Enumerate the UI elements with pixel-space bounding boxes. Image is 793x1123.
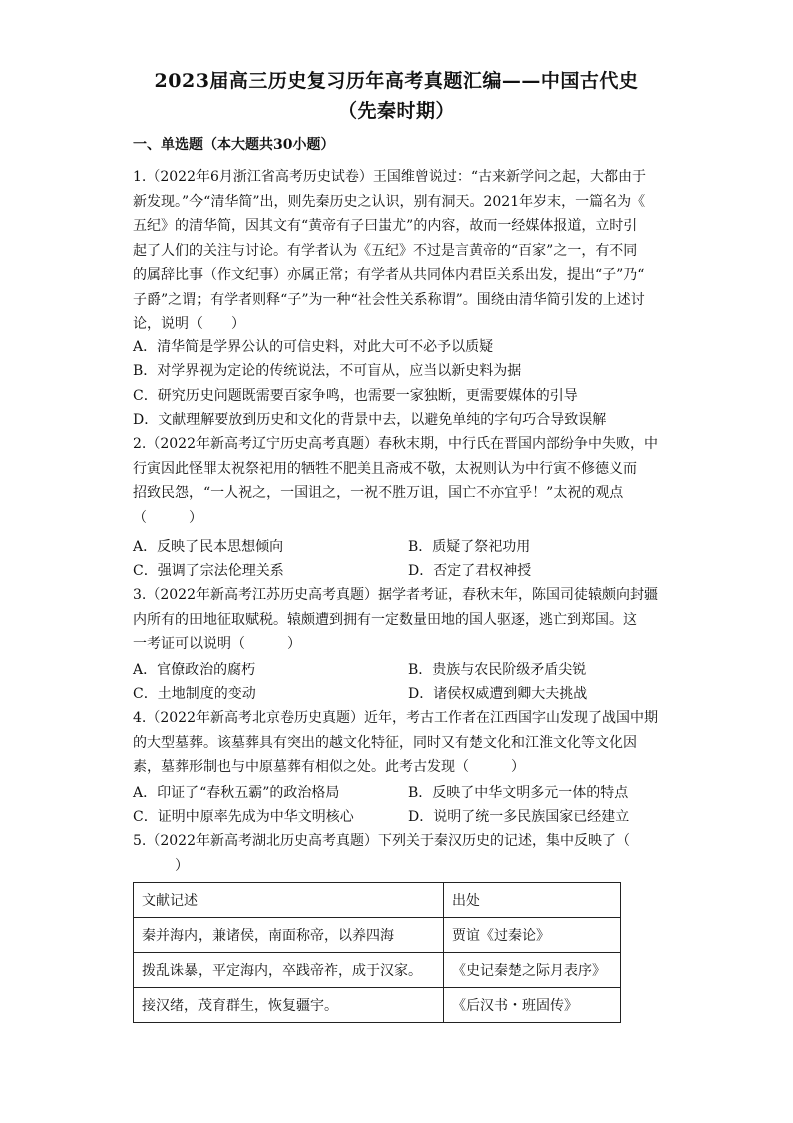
stem-line: 起了人们的关注与讨论。有学者认为《五纪》不过是言黄帝的“百家”之一，有不同 (133, 242, 638, 259)
stem-line: 5.（2022年新高考湖北历史高考真题）下列关于秦汉历史的记述，集中反映了（ (133, 833, 630, 849)
stem-line: 4.（2022年新高考北京卷历史真题）近年，考古工作者在江西国字山发现了战国中期 (133, 710, 658, 726)
question-2-option-b: B．质疑了祭祀功用 (408, 539, 531, 555)
table-cell: 秦并海内，兼诸侯，南面称帝，以养四海 (134, 918, 444, 953)
stem-line: 2.（2022年新高考辽宁历史高考真题）春秋末期，中行氏在晋国内部纷争中失败，中 (133, 436, 658, 452)
stem-line: 行寅因此怪罪太祝祭祀用的牺牲不肥美且斋戒不敬，太祝则认为中行寅不修德义而 (133, 460, 637, 477)
question-4-stem (133, 706, 663, 780)
stem-line: （ ） (133, 509, 203, 526)
table-row (134, 918, 621, 953)
document-subtitle: （先秦时期） (337, 100, 455, 122)
stem-line: 的属辞比事（作文纪事）亦属正常；有学者从共同体内君臣关系出发，提出“子”乃“ (133, 267, 645, 283)
table-cell: 贾谊《过秦论》 (444, 918, 621, 953)
table-cell: 拨乱诛暴，平定海内，卒践帝祚，成于汉家。 (134, 953, 444, 988)
stem-line: 一考证可以说明（ ） (133, 636, 301, 652)
question-4-option-a: A．印证了“春秋五霸”的政治格局 (133, 785, 340, 801)
question-3-option-d: D．诸侯权威遭到卿大夫挑战 (408, 686, 588, 702)
question-3-option-b: B．贵族与农民阶级矛盾尖锐 (408, 662, 587, 678)
question-1-stem (133, 165, 663, 337)
table-row (134, 953, 621, 988)
stem-line: 3.（2022年新高考江苏历史高考真题）据学者考证，春秋末年，陈国司徒辕颇向封疆 (133, 587, 658, 603)
stem-line: 五纪》的清华简，因其文有“黄帝有子曰蚩尤”的内容，故而一经媒体报道，立时引 (133, 218, 638, 234)
stem-line: ） (133, 857, 189, 874)
question-4-option-c: C．证明中原率先成为中华文明核心 (133, 809, 354, 825)
question-3-option-a: A．官僚政治的腐朽 (133, 662, 256, 678)
question-2-option-d: D．否定了君权神授 (408, 563, 532, 579)
stem-line: 新发现。”今“清华简”出，则先秦历史之认识，别有洞天。2021年岁末，一篇名为《 (133, 193, 646, 210)
question-1-option-d: D．文献理解要放到历史和文化的背景中去，以避免单纯的字句巧合导致误解 (133, 412, 607, 428)
question-4-option-b: B．反映了中华文明多元一体的特点 (408, 785, 629, 801)
stem-line: 招致民怨，“一人祝之，一国诅之，一祝不胜万诅，国亡不亦宜乎！”太祝的观点 (133, 485, 624, 501)
question-3-option-c: C．土地制度的变动 (133, 686, 256, 702)
question-5-stem (133, 829, 663, 878)
stem-line: 素，墓葬形制也与中原墓葬有相似之处。此考古发现（ ） (133, 759, 525, 775)
question-1-option-a: A．清华简是学界公认的可信史料，对此大可不必予以质疑 (133, 339, 494, 355)
stem-line: 1.（2022年6月浙江省高考历史试卷）王国维曾说过：“古来新学问之起，大都由于 (133, 169, 647, 185)
table-cell: 《后汉书・班固传》 (444, 988, 621, 1023)
table-row (134, 988, 621, 1023)
question-2-option-c: C．强调了宗法伦理关系 (133, 563, 284, 579)
table-cell: 《史记秦楚之际月表序》 (444, 953, 621, 988)
table-header-cell: 文献记述 (134, 883, 444, 918)
question-1-option-c: C．研究历史问题既需要百家争鸣，也需要一家独断，更需要媒体的引导 (133, 388, 578, 404)
table-header-row (134, 883, 621, 918)
question-4-option-d: D．说明了统一多民族国家已经建立 (408, 809, 630, 825)
question-2-stem (133, 432, 663, 530)
question-3-stem (133, 583, 663, 657)
source-table (133, 882, 621, 1023)
document-title: 2023届高三历史复习历年高考真题汇编——中国古代史 (154, 70, 639, 92)
stem-line: 子爵”之谓；有学者则释“子”为一种“社会性关系称谓”。围绕由清华简引发的上述讨 (133, 291, 645, 308)
stem-line: 的大型墓葬。该墓葬具有突出的越文化特征，同时又有楚文化和江淮文化等文化因 (133, 734, 637, 751)
stem-line: 内所有的田地征取赋税。辕颇遭到拥有一定数量田地的国人驱逐，逃亡到郑国。这 (133, 611, 637, 628)
section-heading: 一、单选题（本大题共30小题） (133, 137, 335, 153)
question-1-option-b: B．对学界视为定论的传统说法，不可盲从，应当以新史料为据 (133, 363, 522, 379)
stem-line: 论，说明（ ） (133, 316, 245, 332)
table-header-cell: 出处 (444, 883, 621, 918)
question-2-option-a: A．反映了民本思想倾向 (133, 539, 284, 555)
table-cell: 接汉绪，茂育群生，恢复疆宇。 (134, 988, 444, 1023)
